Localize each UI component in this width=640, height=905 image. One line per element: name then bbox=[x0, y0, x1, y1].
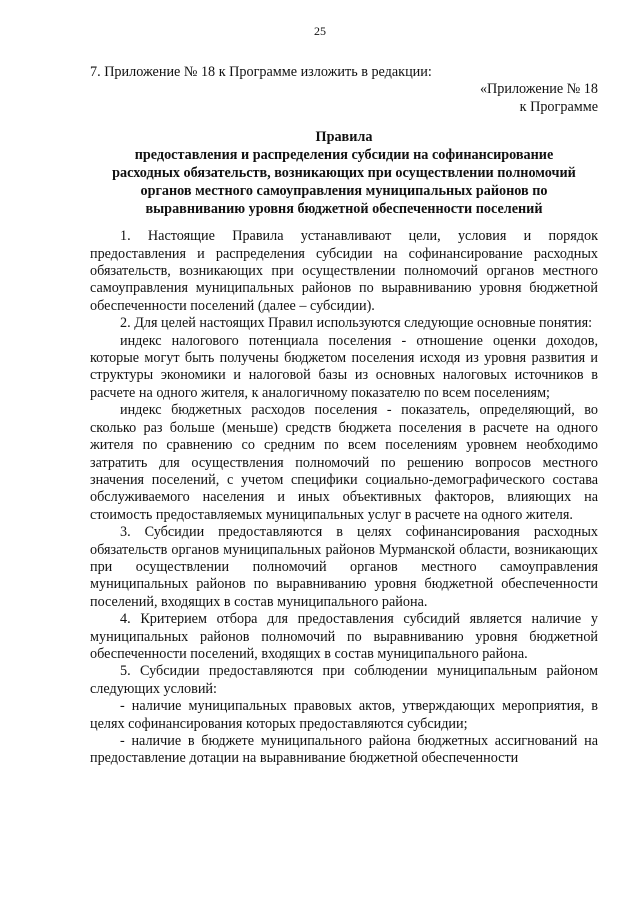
title-line: расходных обязательств, возникающих при осуществлении полномочий bbox=[112, 165, 576, 182]
paragraph-4: 4. Критерием отбора для предоставления субсидий является наличие у муниципальных районов полномочий по выравниванию уровня бюджетной обеспеченности поселений, входящих в состав муниципального района. bbox=[90, 611, 598, 662]
paragraph-1: 1. Настоящие Правила устанавливают цели, условия и порядок предоставления и распределения субсидии на софинансирование расходных обязательств, возникающих при осуществлении полномочий органов местного самоуправления муниципальных районов по выравниванию уровня бюджетной обеспеченности поселений (далее – субсидии). bbox=[90, 228, 598, 314]
title-line: органов местного самоуправления муниципальных районов по bbox=[140, 183, 548, 200]
appendix-reference bbox=[90, 81, 598, 116]
definition-tax-potential: индекс налогового потенциала поселения - отношение оценки доходов, которые могут быть получены бюджетом поселения исходя из уровня развития и структуры экономики и налоговой базы из основных налоговых источников в расчете на одного жителя, к аналогичному показателю по всем поселениям; bbox=[90, 332, 598, 401]
title-line: выравниванию уровня бюджетной обеспеченности поселений bbox=[145, 201, 543, 218]
paragraph-3: 3. Субсидии предоставляются в целях софинансирования расходных обязательств органов муниципальных районов Мурманской области, возникающих при осуществлении полномочий органов местного самоуправления муниципальных районов по выравниванию уровня бюджетной обеспеченности поселений, входящих в состав муниципального района. bbox=[90, 524, 598, 610]
definition-budget-expenses: индекс бюджетных расходов поселения - показатель, определяющий, во сколько раз больше (меньше) средств бюджета поселения в расчете на одного жителя по сравнению со средним по всем поселениям уровнем необходимо затратить для осуществления полномочий по решению вопросов местного значения поселений, с учетом специфики социально-демографического состава обслуживаемого населения и иных объективных факторов, влияющих на стоимость предоставляемых муниципальных услуг в расчете на одного жителя. bbox=[90, 402, 598, 523]
title-line: предоставления и распределения субсидии на софинансирование bbox=[134, 147, 554, 164]
amendment-intro: 7. Приложение № 18 к Программе изложить в редакции: bbox=[90, 64, 432, 80]
paragraph-5: 5. Субсидии предоставляются при соблюдении муниципальным районом следующих условий: bbox=[90, 663, 598, 697]
appendix-reference-line: «Приложение № 18 bbox=[479, 81, 598, 98]
condition-item: - наличие муниципальных правовых актов, утверждающих мероприятия, в целях софинансирования которых предоставляются субсидии; bbox=[90, 698, 598, 732]
condition-item: - наличие в бюджете муниципального района бюджетных ассигнований на предоставление дотации на выравнивание бюджетной обеспеченности bbox=[90, 733, 598, 767]
appendix-reference-line: к Программе bbox=[519, 98, 598, 115]
document-title bbox=[90, 128, 598, 218]
page-number: 25 bbox=[314, 24, 326, 38]
title-line: Правила bbox=[315, 129, 373, 146]
document-body bbox=[90, 64, 598, 768]
paragraph-2: 2. Для целей настоящих Правил используются следующие основные понятия: bbox=[120, 315, 593, 332]
